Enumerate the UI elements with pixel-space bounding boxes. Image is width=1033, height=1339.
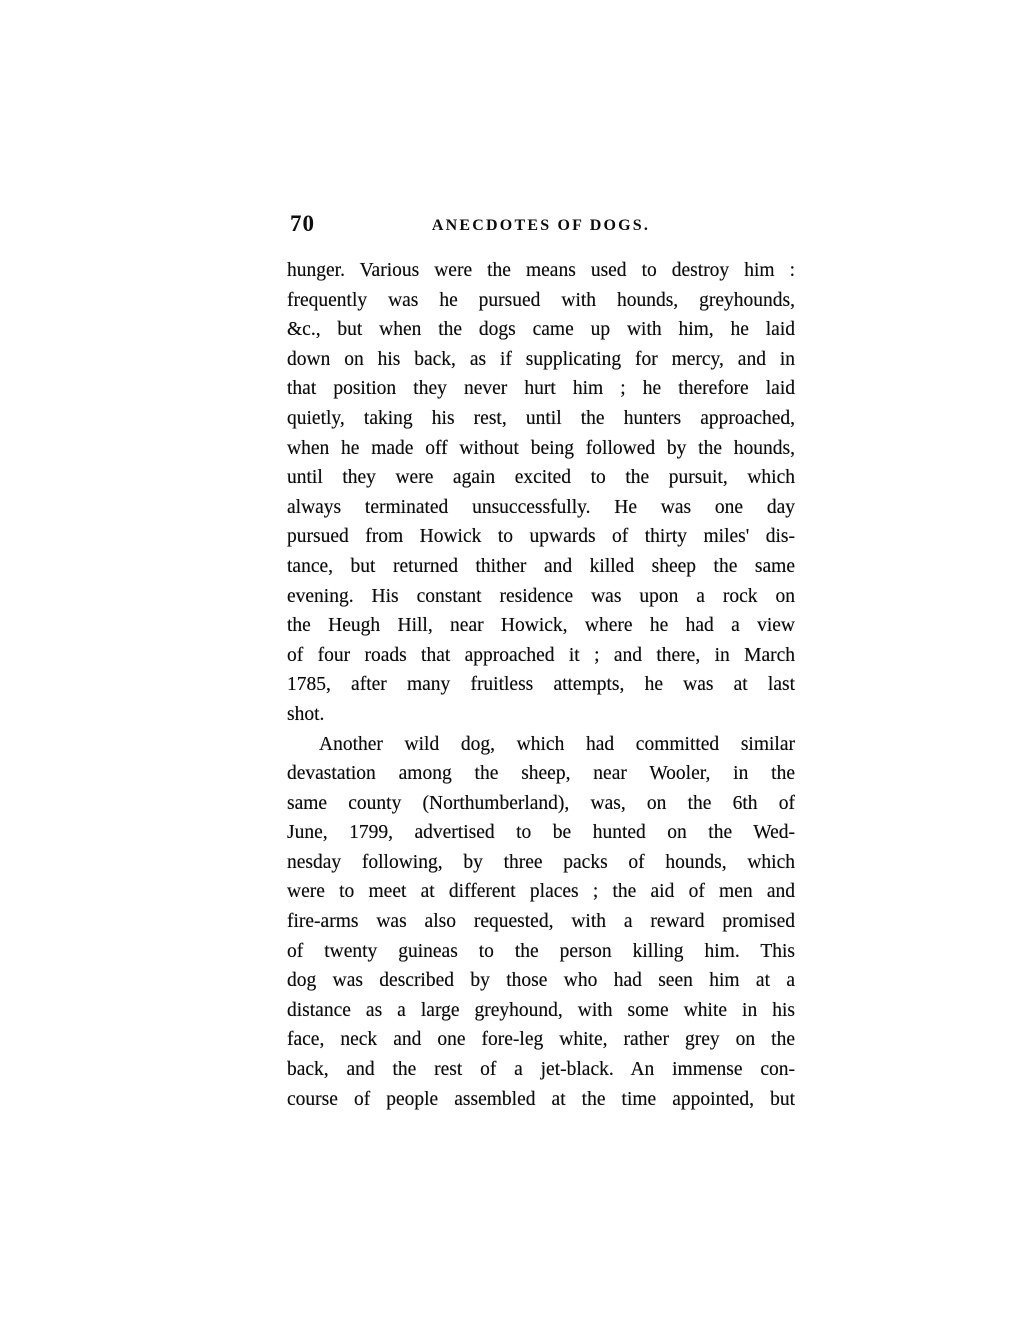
text-line: shot. [287,703,325,725]
text-line: were to meet at different places ; the aid of men and [287,881,795,903]
text-line: June, 1799, advertised to be hunted on the Wed- [287,822,795,844]
text-line: same county (Northumberland), was, on the 6th of [287,792,795,814]
text-line: evening. His constant residence was upon a rock on [287,585,795,607]
text-line: &c., but when the dogs came up with him, he laid [287,319,795,341]
text-line: distance as a large greyhound, with some white in his [287,999,795,1021]
text-line: face, neck and one fore-leg white, rather grey on the [287,1029,795,1051]
text-line: dog was described by those who had seen him at a [287,970,795,992]
text-line: pursued from Howick to upwards of thirty miles' dis- [287,526,795,548]
text-line: when he made off without being followed by the hounds, [287,437,795,459]
text-line: always terminated unsuccessfully. He was one day [287,496,795,518]
running-title: ANECDOTES OF DOGS. [431,217,651,234]
text-line: quietly, taking his rest, until the hunters approached, [287,407,795,429]
text-line: hunger. Various were the means used to destroy him : [287,260,795,281]
page-number: 70 [290,211,315,236]
text-line: of twenty guineas to the person killing him. This [287,940,795,962]
text-line: that position they never hurt him ; he therefore laid [287,378,795,400]
text-line: of four roads that approached it ; and there, in March [287,644,795,666]
text-line: nesday following, by three packs of hounds, which [287,851,795,873]
text-line: 1785, after many fruitless attempts, he was at last [287,674,795,696]
text-line: course of people assembled at the time appointed, but [287,1088,795,1110]
text-line: until they were again excited to the pursuit, which [287,467,795,489]
text-body [287,256,795,1114]
text-line: back, and the rest of a jet-black. An immense con- [287,1059,795,1081]
text-line: down on his back, as if supplicating for mercy, and in [287,348,795,370]
text-line: fire-arms was also requested, with a reward promised [287,911,795,933]
text-line: the Heugh Hill, near Howick, where he had a view [287,615,795,637]
text-line: tance, but returned thither and killed sheep the same [287,555,795,577]
text-line: frequently was he pursued with hounds, greyhounds, [287,289,795,311]
text-line: Another wild dog, which had committed similar [319,733,795,755]
text-line: devastation among the sheep, near Wooler, in the [287,763,795,785]
